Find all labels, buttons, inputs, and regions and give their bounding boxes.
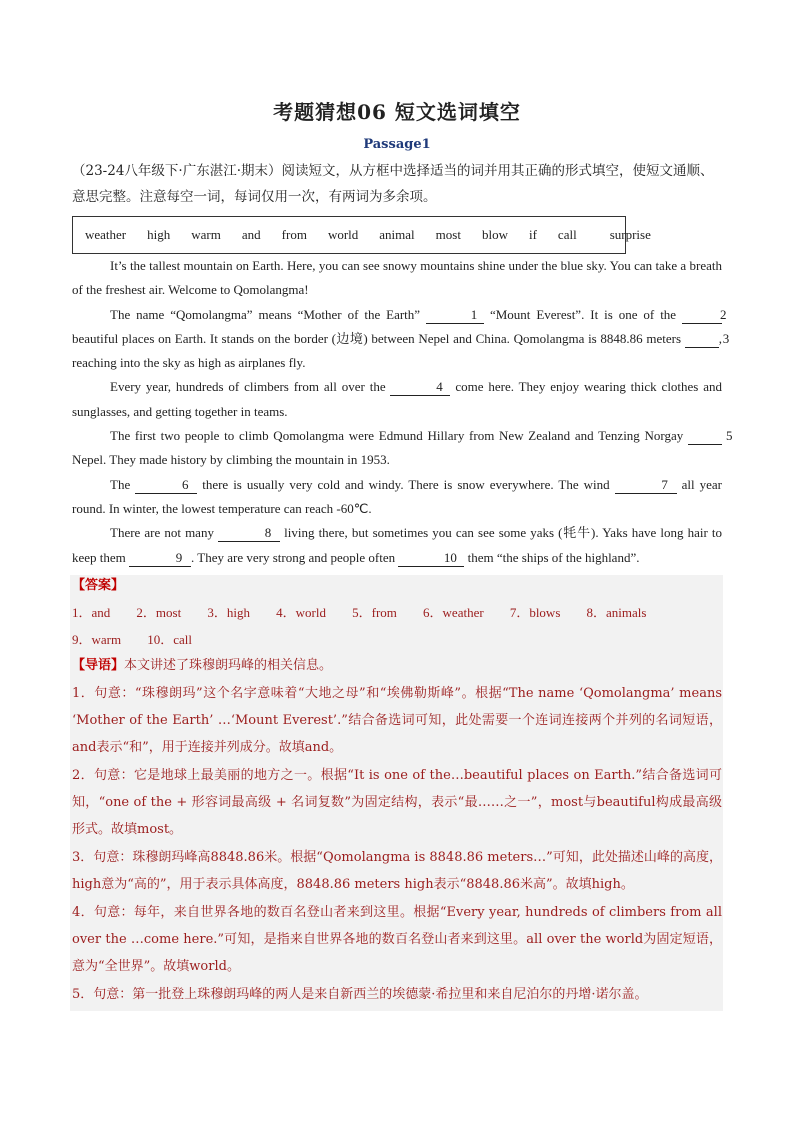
word-bank-item: surprise: [609, 227, 651, 242]
blank-4[interactable]: 4: [390, 379, 450, 396]
text: living there, but sometimes you can see some yaks (牦牛). Yaks have long hair to keep them: [72, 525, 722, 565]
text: Nepel. They made history by climbing the mountain in 1953.: [72, 452, 390, 468]
explanation-2: 2．句意：它是地球上最美丽的地方之一。根据“It is one of the…beautiful places on Earth.”结合备选词可知，“one of the + 形容词最高级 + 名词复数”为固定结构，表示“最……之一”，most与beautiful构成最高级形式。故填most。: [72, 768, 722, 837]
page-title: 考题猜想06 短文选词填空: [273, 100, 521, 124]
answer-item: 8．animals: [586, 605, 647, 620]
word-bank-item: blow: [481, 227, 508, 242]
word-bank-item: most: [435, 227, 461, 242]
text: Every year, hundreds of climbers from all over the: [110, 379, 386, 395]
blank-6[interactable]: 6: [135, 477, 197, 494]
paragraph-5: [72, 473, 722, 522]
paragraph-4: [72, 424, 733, 473]
answer-item: 6．weather: [423, 605, 484, 620]
word-bank-item: from: [281, 227, 307, 242]
blank-5[interactable]: 5: [688, 428, 722, 445]
word-bank-item: high: [147, 227, 171, 242]
word-bank-item: world: [327, 227, 359, 242]
blank-9[interactable]: 9: [129, 550, 191, 567]
word-bank-item: weather: [85, 227, 127, 242]
explanation-3: 3．句意：珠穆朗玛峰高8848.86米。根据“Qomolangma is 8848.86 meters…”可知，此处描述山峰的高度，high意为“高的”，用于表示具体高度，8848.86 meters high表示“8848.86米高”。故填high。: [72, 850, 722, 892]
blank-2[interactable]: 2: [682, 307, 722, 324]
text: come here. They enjoy wearing thick clothes and sunglasses, and getting together in teams.: [72, 379, 723, 419]
answer-item: 1．and: [72, 605, 111, 620]
answer-item: 5．from: [352, 605, 397, 620]
word-bank-box: [72, 216, 651, 254]
blank-1[interactable]: 1: [426, 307, 484, 324]
answer-item: 10．call: [147, 632, 193, 647]
paragraph-1: It’s the tallest mountain on Earth. Here, you can see snowy mountains shine under the blue sky. You can take a breath of the freshest air. Welcome to Qomolangma!: [72, 258, 722, 298]
answer-header: [72, 575, 722, 597]
answer-list-row-2: [72, 629, 722, 652]
paragraph-6: [72, 521, 722, 570]
blank-10[interactable]: 10: [398, 550, 464, 567]
instructions: （23-24八年级下·广东湛江·期末）阅读短文，从方框中选择适当的词并用其正确的形式填空，使短文通顺、意思完整。注意每空一词，每词仅用一次，有两词为多余项。: [72, 163, 714, 205]
text: there is usually very cold and windy. There is snow everywhere. The wind: [202, 476, 610, 492]
answer-item: 9．warm: [72, 632, 122, 647]
text: beautiful places on Earth. It stands on the border (边境) between Nepel and China. Qomolangma is 8848.86 meters: [72, 330, 682, 346]
answer-item: 2．most: [136, 605, 182, 620]
text: “Mount Everest”. It is one of the: [489, 306, 677, 322]
answer-item: 3．high: [207, 605, 250, 620]
text: them “the ships of the highland”.: [467, 549, 640, 565]
text: There are not many: [110, 525, 214, 541]
text: . They are very strong and people often: [191, 549, 396, 565]
blank-3[interactable]: 3: [685, 331, 719, 348]
blank-7[interactable]: 7: [615, 477, 677, 494]
answer-item: 4．world: [276, 605, 326, 620]
paragraph-3: [72, 375, 722, 424]
text: , reaching into the sky as high as airplanes fly.: [72, 330, 722, 371]
answer-item: 7．blows: [509, 605, 561, 620]
word-bank-item: warm: [191, 227, 221, 242]
word-bank-item: call: [557, 227, 577, 242]
passage-label: Passage1: [363, 137, 431, 152]
text: all year round. In winter, the lowest temperature can reach -60℃.: [72, 476, 722, 516]
word-bank-item: if: [528, 227, 537, 242]
word-bank-item: animal: [379, 227, 415, 242]
guide-row: [72, 655, 722, 677]
paragraph-2: [72, 303, 730, 376]
passage-body: [72, 254, 733, 570]
guide-label: 【导语】: [72, 658, 125, 673]
explanation-4: 4．句意：每年，来自世界各地的数百名登山者来到这里。根据“Every year, hundreds of climbers from all over the …come here.”可知，是指来自世界各地的数百名登山者来到这里。all over the world为固定短语，意为“全世界”。故填world。: [72, 905, 722, 974]
answer-list-row-1: [72, 602, 722, 625]
text: The name “Qomolangma” means “Mother of the Earth”: [110, 306, 421, 322]
explanation-1: 1．句意：“珠穆朗玛”这个名字意味着“大地之母”和“埃佛勒斯峰”。根据“The name ‘Qomolangma’ means ‘Mother of the Earth’ …‘Mount Everest’.”结合备选词可知，此处需要一个连词连接两个并列的名词短语，and表示“和”，用于连接并列成分。故填and。: [72, 686, 722, 755]
blank-8[interactable]: 8: [218, 525, 280, 542]
explanation-5: 5．句意：第一批登上珠穆朗玛峰的两人是来自新西兰的埃德蒙·希拉里和来自尼泊尔的丹增·诺尔盖。: [72, 987, 648, 1002]
guide-text: 本文讲述了珠穆朗玛峰的相关信息。: [124, 658, 333, 673]
text: The first two people to climb Qomolangma were Edmund Hillary from New Zealand and Tenzing Norgay: [110, 428, 684, 444]
text: The: [110, 476, 131, 492]
answer-section: [70, 575, 723, 1011]
answer-label: 【答案】: [72, 578, 125, 593]
word-bank-item: and: [241, 227, 261, 242]
